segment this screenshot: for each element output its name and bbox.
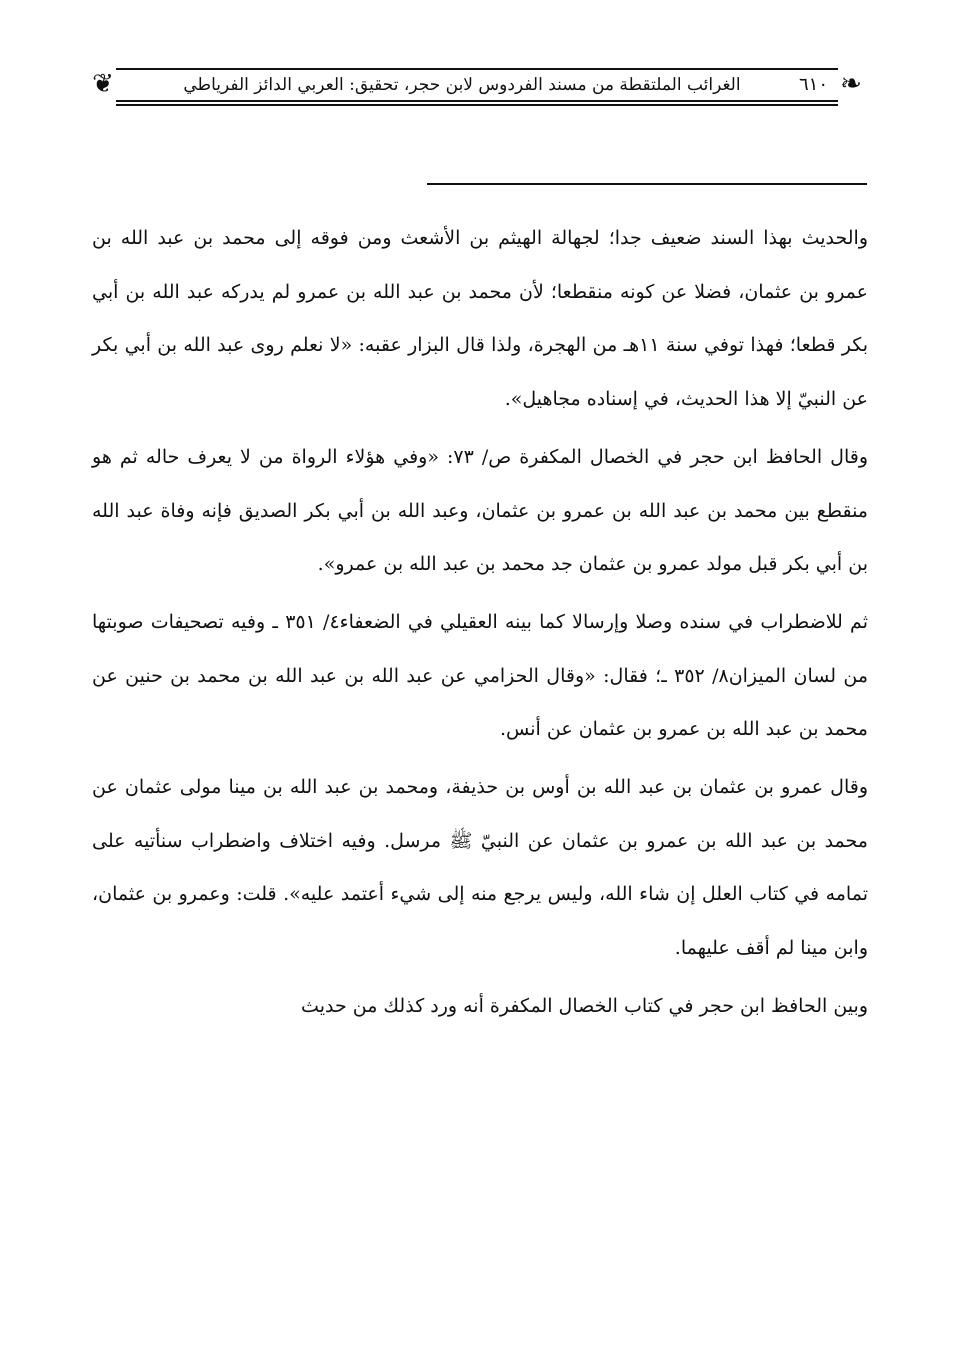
paragraph: ثم للاضطراب في سنده وصلا وإرسالا كما بينه العقيلي في الضعفاء٤/ ٣٥١ ـ وفيه تصحيفات صوبتها من لسان الميزان٨/ ٣٥٢ ـ؛ فقال: «وقال الحزامي عن عبد الله بن عبد الله بن محمد بن حنين عن محمد بن عبد الله بن عمرو بن عثمان عن أنس. [92,610,869,741]
header-ornament-right-icon: ❧ [840,69,862,99]
footnote-separator [427,183,867,185]
paragraph: والحديث بهذا السند ضعيف جدا؛ لجهالة الهيثم بن الأشعث ومن فوقه إلى محمد بن عبد الله بن عمرو بن عثمان، فضلا عن كونه منقطعا؛ لأن محمد بن عبد الله بن عمرو لم يدركه عبد الله بن أبي بكر قطعا؛ فهذا توفي سنة ١١هـ من الهجرة، ولذا قال البزار عقبه: «لا نعلم روى عبد الله بن أبي بكر عن النبيّ إلا هذا الحديث، في إسناده مجاهيل». [92,227,868,411]
page-number: ٦١٠ [798,74,828,95]
running-header [88,60,866,112]
header-top-rule [116,68,838,70]
paragraph: وبين الحافظ ابن حجر في كتاب الخصال المكفرة أنه ورد كذلك من حديث [301,994,868,1017]
running-title: الغرائب الملتقطة من مسند الفردوس لابن حجر، تحقيق: العربي الدائز الفرياطي [183,75,741,95]
header-bottom-rule [116,100,838,106]
paragraph: وقال الحافظ ابن حجر في الخصال المكفرة ص/ ٧٣: «وفي هؤلاء الرواة من لا يعرف حاله ثم هو منقطع بين محمد بن عبد الله بن عمرو بن عثمان، وعبد الله بن أبي بكر الصديق فإنه وفاة عبد الله بن أبي بكر قبل مولد عمرو بن عثمان جد محمد بن عبد الله بن عمرو». [92,445,868,576]
header-ornament-left-icon: ❦ [92,69,114,99]
footnote-body [92,212,868,1038]
paragraph: وقال عمرو بن عثمان بن عبد الله بن أوس بن حذيفة، ومحمد بن عبد الله بن مينا مولى عثمان عن محمد بن عبد الله بن عمرو بن عثمان عن النبيّ ﷺ مرسل. وفيه اختلاف واضطراب سنأتيه على تمامه في كتاب العلل إن شاء الله، وليس يرجع منه إلى شيء أعتمد عليه». قلت: وعمرو بن عثمان، وابن مينا لم أقف عليهما. [92,776,868,960]
